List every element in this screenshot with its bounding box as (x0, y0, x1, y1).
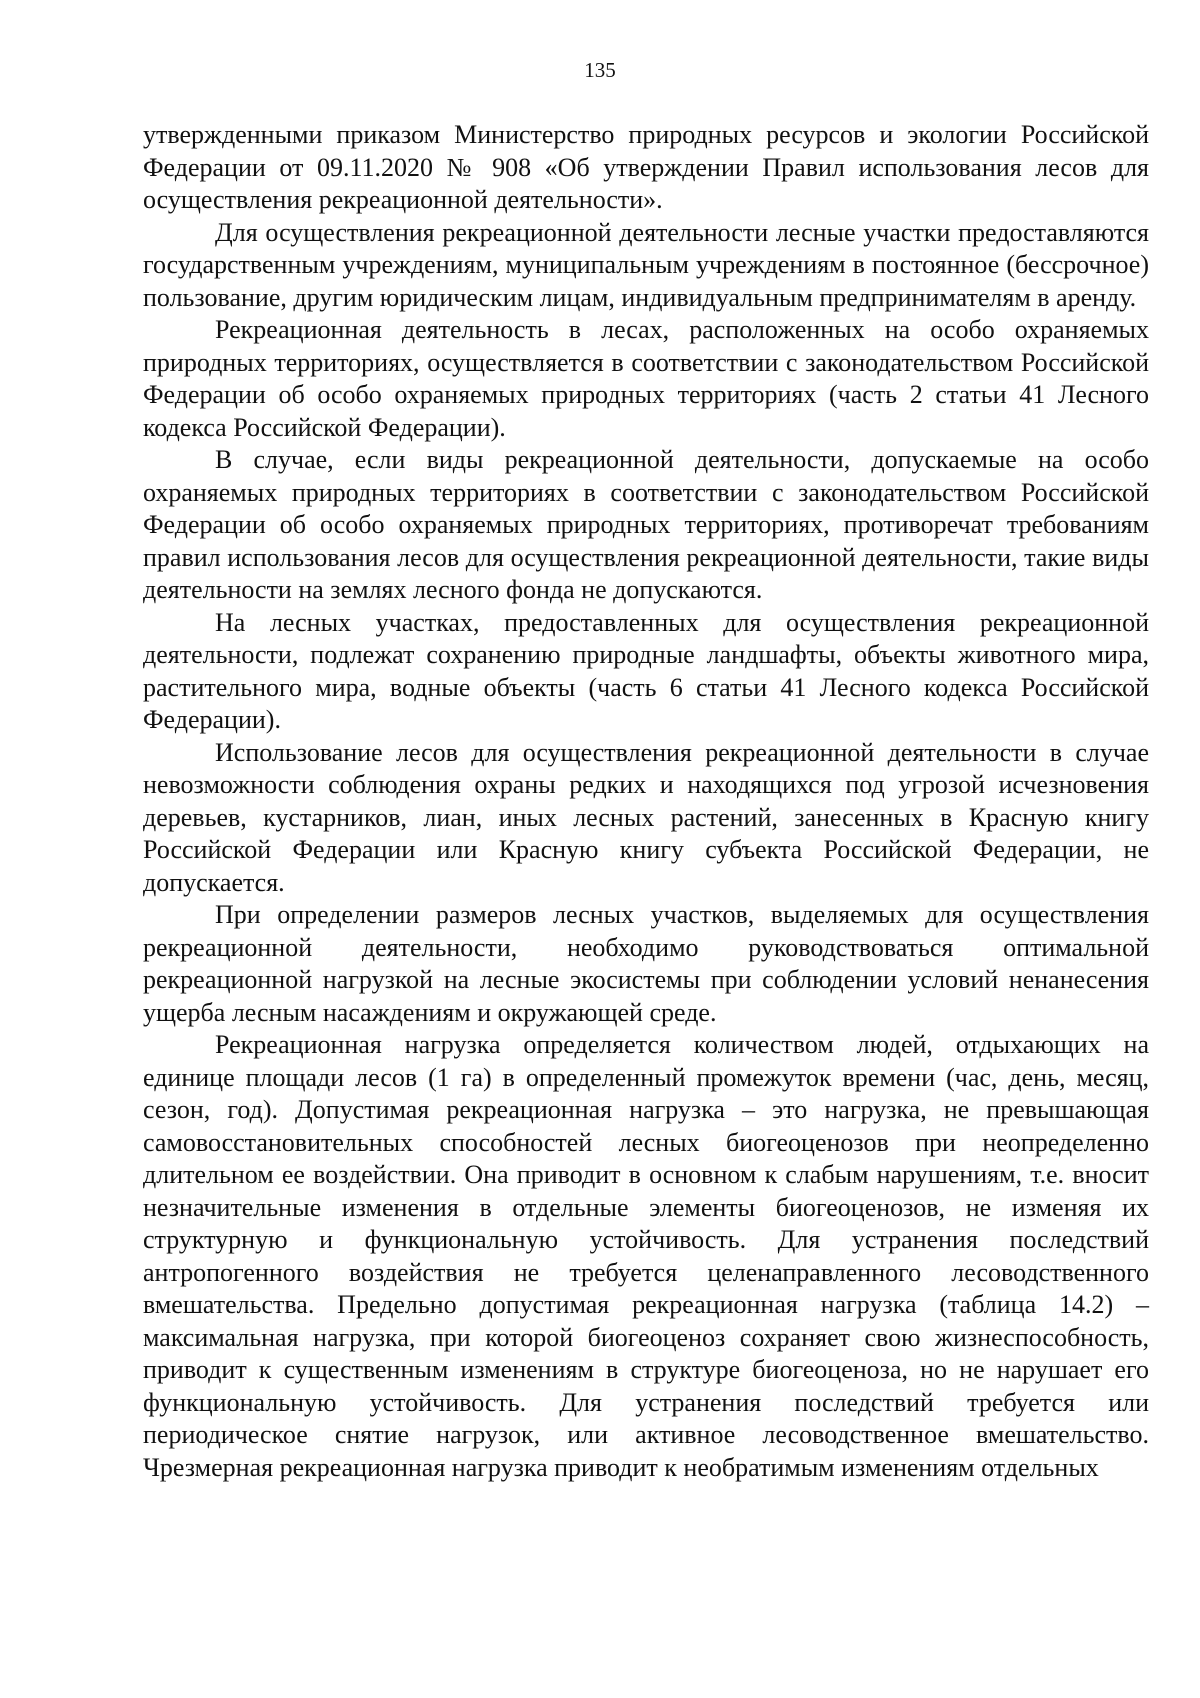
paragraph: Для осуществления рекреационной деятельности лесные участки предоставляются государственным учреждениям, муниципальным учреждениям в постоянное (бессрочное) пользование, другим юридическим лицам, индивидуальным предпринимателям в аренду. (143, 217, 1149, 312)
paragraph: утвержденными приказом Министерство природных ресурсов и экологии Российской Федерации от 09.11.2020 № 908 «Об утверждении Правил использования лесов для осуществления рекреационной деятельности». (143, 120, 1149, 214)
paragraph: В случае, если виды рекреационной деятельности, допускаемые на особо охраняемых природных территориях в соответствии с законодательством Российской Федерации об особо охраняемых природных территориях, противоречат требованиям правил использования лесов для осуществления рекреационной деятельности, такие виды деятельности на землях лесного фонда не допускаются. (143, 445, 1149, 604)
page-number: 135 (584, 58, 616, 82)
paragraph: Использование лесов для осуществления рекреационной деятельности в случае невозможности соблюдения охраны редких и находящихся под угрозой исчезновения деревьев, кустарников, лиан, иных лесных растений, занесенных в Красную книгу Российской Федерации или Красную книгу субъекта Российской Федерации, не допускается. (143, 737, 1149, 897)
paragraph: Рекреационная деятельность в лесах, расположенных на особо охраняемых природных территориях, осуществляется в соответствии с законодательством Российской Федерации об особо охраняемых природных территориях (часть 2 статьи 41 Лесного кодекса Российской Федерации). (143, 315, 1149, 442)
paragraph: При определении размеров лесных участков, выделяемых для осуществления рекреационной деятельности, необходимо руководствоваться оптимальной рекреационной нагрузкой на лесные экосистемы при соблюдении условий ненанесения ущерба лесным насаждениям и окружающей среде. (143, 900, 1149, 1027)
body-text (143, 119, 1149, 1484)
paragraph: На лесных участках, предоставленных для осуществления рекреационной деятельности, подлежат сохранению природные ландшафты, объекты животного мира, растительного мира, водные объекты (часть 6 статьи 41 Лесного кодекса Российской Федерации). (143, 607, 1149, 734)
paragraph: Рекреационная нагрузка определяется количеством людей, отдыхающих на единице площади лесов (1 га) в определенный промежуток времени (час, день, месяц, сезон, год). Допустимая рекреационная нагрузка – это нагрузка, не превышающая самовосстановительных способностей лесных биогеоценозов при неопределенно длительном ее воздействии. Она приводит в основном к слабым нарушениям, т.е. вносит незначительные изменения в отдельные элементы биогеоценозов, не изменяя их структурную и функциональную устойчивость. Для устранения последствий антропогенного воздействия не требуется целенаправленного лесоводственного вмешательства. Предельно допустимая рекреационная нагрузка (таблица 14.2) – максимальная нагрузка, при которой биогеоценоз сохраняет свою жизнеспособность, приводит к существенным изменениям в структуре биогеоценоза, но не нарушает его функциональную устойчивость. Для устранения последствий требуется или периодическое снятие нагрузок, или активное лесоводственное вмешательство. Чрезмерная рекреационная нагрузка приводит к необратимым изменениям отдельных (143, 1030, 1149, 1482)
